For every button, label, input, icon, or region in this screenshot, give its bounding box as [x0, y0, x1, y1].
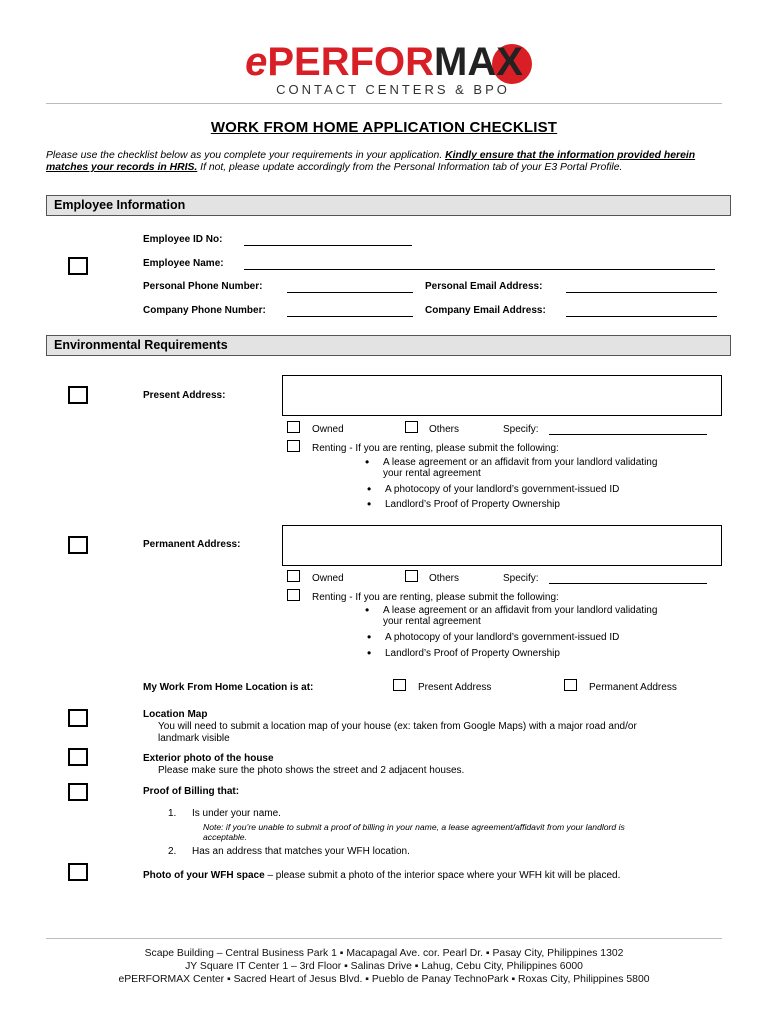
- permanent-renting-checkbox[interactable]: [287, 589, 300, 601]
- present-owned-label: Owned: [312, 424, 344, 435]
- personal-phone-field[interactable]: [287, 292, 413, 293]
- billing-label: Proof of Billing that:: [143, 786, 240, 797]
- present-bullet-id: • A photocopy of your landlord’s government-issued ID: [385, 484, 619, 495]
- permanent-others-checkbox[interactable]: [405, 570, 418, 582]
- header-divider: [46, 103, 722, 104]
- employee-id-label: Employee ID No:: [143, 234, 223, 245]
- permanent-specify-label: Specify:: [503, 573, 539, 584]
- company-logo: [0, 40, 768, 99]
- intro-text: Please use the checklist below as you complete your requirements in your application. Kindly ensure that the information provided herein matches your records in HRIS. If not, please update accordingly from the Personal Information tab of your E3 Portal Profile.: [46, 150, 696, 173]
- wfh-permanent-label: Permanent Address: [589, 682, 677, 693]
- billing-item1: Is under your name.: [192, 808, 281, 819]
- billing-checkbox[interactable]: [68, 783, 88, 801]
- permanent-bullet-ownership: • Landlord’s Proof of Property Ownership: [385, 648, 560, 659]
- employee-name-label: Employee Name:: [143, 258, 224, 269]
- present-bullet-lease: • A lease agreement or an affidavit from your landlord validating: [383, 457, 657, 468]
- wfh-present-label: Present Address: [418, 682, 492, 693]
- employee-info-heading: Employee Information: [46, 195, 731, 216]
- logo-ma: MA: [434, 40, 497, 84]
- present-renting-checkbox[interactable]: [287, 440, 300, 452]
- exterior-photo-label: Exterior photo of the house: [143, 753, 274, 764]
- permanent-owned-checkbox[interactable]: [287, 570, 300, 582]
- present-owned-checkbox[interactable]: [287, 421, 300, 433]
- permanent-bullet-id: • A photocopy of your landlord’s government-issued ID: [385, 632, 619, 643]
- wfh-permanent-checkbox[interactable]: [564, 679, 577, 691]
- permanent-others-label: Others: [429, 573, 460, 584]
- permanent-owned-label: Owned: [312, 573, 344, 584]
- personal-email-field[interactable]: [566, 292, 717, 293]
- wfh-space-checkbox[interactable]: [68, 863, 88, 881]
- present-address-input[interactable]: [282, 375, 722, 416]
- location-map-desc-cont: landmark visible: [158, 733, 230, 744]
- personal-email-label: Personal Email Address:: [425, 281, 543, 292]
- footer-divider: [46, 938, 722, 939]
- present-renting-label: Renting - If you are renting, please submit the following:: [312, 443, 559, 454]
- present-others-checkbox[interactable]: [405, 421, 418, 433]
- logo-e: e: [245, 40, 268, 84]
- footer-addresses: [0, 947, 768, 986]
- permanent-renting-label: Renting - If you are renting, please submit the following:: [312, 592, 559, 603]
- billing-item2: Has an address that matches your WFH location.: [192, 846, 410, 857]
- company-phone-label: Company Phone Number:: [143, 305, 266, 316]
- logo-x-mark: X: [496, 40, 523, 84]
- present-address-label: Present Address:: [143, 390, 226, 401]
- environmental-heading: Environmental Requirements: [46, 335, 731, 356]
- location-map-checkbox[interactable]: [68, 709, 88, 727]
- footer-address-pasay: Scape Building – Central Business Park 1 ▪ Macapagal Ave. cor. Pearl Dr. ▪ Pasay City, Philippines 1302: [144, 948, 624, 959]
- footer-address-roxas: ePERFORMAX Center ▪ Sacred Heart of Jesus Blvd. ▪ Pueblo de Panay TechnoPark ▪ Roxas City, Philippines 5800: [118, 974, 650, 985]
- present-bullet-lease-cont: your rental agreement: [383, 468, 481, 479]
- wfh-space-label: Photo of your WFH space: [143, 870, 265, 881]
- permanent-address-input[interactable]: [282, 525, 722, 566]
- present-address-checkbox[interactable]: [68, 386, 88, 404]
- location-map-desc: You will need to submit a location map of your house (ex: taken from Google Maps) with a major road and/or: [158, 721, 637, 732]
- employee-info-checkbox[interactable]: [68, 257, 88, 275]
- present-specify-field[interactable]: [549, 434, 707, 435]
- exterior-photo-checkbox[interactable]: [68, 748, 88, 766]
- permanent-bullet-lease: • A lease agreement or an affidavit from your landlord validating: [383, 605, 657, 616]
- footer-address-cebu: JY Square IT Center 1 – 3rd Floor ▪ Salinas Drive ▪ Lahug, Cebu City, Philippines 6000: [185, 961, 583, 972]
- permanent-bullet-lease-cont: your rental agreement: [383, 616, 481, 627]
- logo-subtitle: CONTACT CENTERS & BPO: [276, 82, 510, 97]
- employee-name-field[interactable]: [244, 269, 715, 270]
- exterior-photo-desc: Please make sure the photo shows the street and 2 adjacent houses.: [158, 765, 465, 776]
- company-email-label: Company Email Address:: [425, 305, 546, 316]
- billing-item1-number: 1.: [168, 808, 177, 819]
- billing-note-cont: acceptable.: [203, 832, 247, 842]
- present-bullet-ownership: • Landlord’s Proof of Property Ownership: [385, 499, 560, 510]
- billing-note: Note: if you’re unable to submit a proof of billing in your name, a lease agreement/affidavit from your landlord is: [203, 822, 625, 832]
- employee-id-field[interactable]: [244, 245, 412, 246]
- present-specify-label: Specify:: [503, 424, 539, 435]
- wfh-space-row: [143, 870, 620, 881]
- company-email-field[interactable]: [566, 316, 717, 317]
- permanent-address-checkbox[interactable]: [68, 536, 88, 554]
- location-map-label: Location Map: [143, 709, 208, 720]
- wfh-present-checkbox[interactable]: [393, 679, 406, 691]
- permanent-specify-field[interactable]: [549, 583, 707, 584]
- company-phone-field[interactable]: [287, 316, 413, 317]
- page-title: WORK FROM HOME APPLICATION CHECKLIST: [210, 119, 558, 136]
- billing-item2-number: 2.: [168, 846, 177, 857]
- wfh-location-label: My Work From Home Location is at:: [143, 682, 314, 693]
- permanent-address-label: Permanent Address:: [143, 539, 241, 550]
- personal-phone-label: Personal Phone Number:: [143, 281, 263, 292]
- logo-perfor: PERFOR: [267, 40, 435, 84]
- wfh-space-desc: – please submit a photo of the interior space where your WFH kit will be placed.: [264, 870, 621, 881]
- present-others-label: Others: [429, 424, 460, 435]
- intro-emphasis: Kindly ensure that the information provided herein matches your records in HRIS.: [46, 150, 696, 173]
